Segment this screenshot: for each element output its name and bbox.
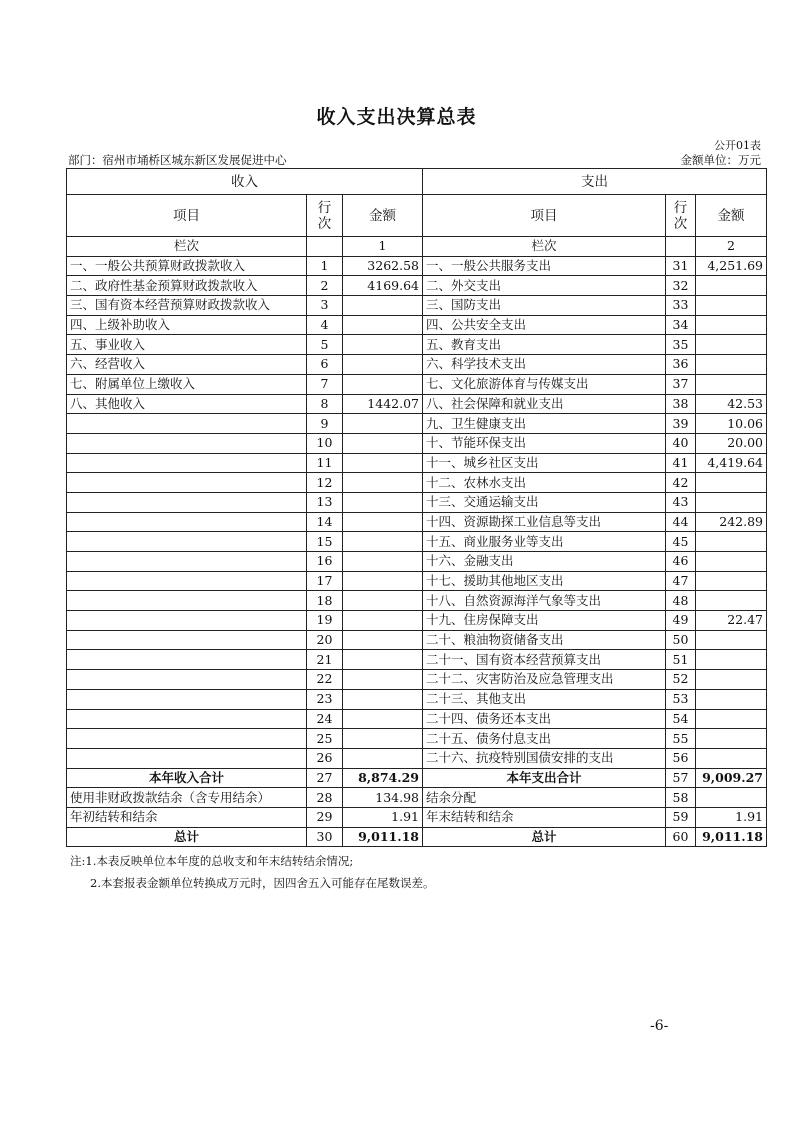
expense-amount: 20.00 bbox=[696, 433, 767, 453]
expense-item: 十三、交通运输支出 bbox=[423, 492, 666, 512]
income-amount: 4169.64 bbox=[343, 276, 423, 296]
expense-amount bbox=[696, 492, 767, 512]
table-row bbox=[67, 532, 767, 552]
income-item bbox=[67, 512, 307, 532]
expense-item: 二十四、债务还本支出 bbox=[423, 709, 666, 729]
income-row-no: 14 bbox=[307, 512, 343, 532]
expense-item: 二十、粮油物资储备支出 bbox=[423, 630, 666, 650]
table-row bbox=[67, 650, 767, 670]
income-row-no: 15 bbox=[307, 532, 343, 552]
table-row bbox=[67, 414, 767, 434]
expense-item: 六、科学技术支出 bbox=[423, 355, 666, 375]
income-row-no: 30 bbox=[307, 827, 343, 847]
expense-row-no: 51 bbox=[666, 650, 696, 670]
expense-row-no: 60 bbox=[666, 827, 696, 847]
note-1: 注:1.本表反映单位本年度的总收支和年末结转结余情况; bbox=[70, 854, 354, 868]
income-row-no: 6 bbox=[307, 355, 343, 375]
expense-amount: 42.53 bbox=[696, 394, 767, 414]
expense-row-no: 45 bbox=[666, 532, 696, 552]
income-amount bbox=[343, 630, 423, 650]
table-row bbox=[67, 433, 767, 453]
expense-item: 二十二、灾害防治及应急管理支出 bbox=[423, 670, 666, 690]
income-header: 收入 bbox=[67, 169, 423, 195]
expense-amount bbox=[696, 571, 767, 591]
expense-amount: 10.06 bbox=[696, 414, 767, 434]
summary-row bbox=[67, 827, 767, 847]
expense-amount bbox=[696, 650, 767, 670]
table-row bbox=[67, 374, 767, 394]
expense-amount bbox=[696, 709, 767, 729]
table-row bbox=[67, 611, 767, 631]
expense-amount bbox=[696, 630, 767, 650]
income-amount bbox=[343, 748, 423, 768]
income-row-no: 20 bbox=[307, 630, 343, 650]
expense-amount bbox=[696, 670, 767, 690]
expense-row-no: 33 bbox=[666, 296, 696, 316]
expense-amount: 1.91 bbox=[696, 807, 767, 827]
expense-row-no: 50 bbox=[666, 630, 696, 650]
expense-row-no: 56 bbox=[666, 748, 696, 768]
income-item: 一、一般公共预算财政拨款收入 bbox=[67, 256, 307, 276]
expense-item: 结余分配 bbox=[423, 788, 666, 808]
income-amount: 8,874.29 bbox=[343, 768, 423, 788]
summary-row bbox=[67, 788, 767, 808]
expense-item: 二、外交支出 bbox=[423, 276, 666, 296]
income-item-header: 项目 bbox=[67, 195, 307, 237]
expense-item: 十六、金融支出 bbox=[423, 552, 666, 572]
income-row-no: 9 bbox=[307, 414, 343, 434]
income-item bbox=[67, 552, 307, 572]
income-amount: 1442.07 bbox=[343, 394, 423, 414]
table-row bbox=[67, 729, 767, 749]
income-item bbox=[67, 532, 307, 552]
expense-amount bbox=[696, 315, 767, 335]
expense-amount: 4,419.64 bbox=[696, 453, 767, 473]
table-row bbox=[67, 512, 767, 532]
expense-item: 总计 bbox=[423, 827, 666, 847]
expense-amount: 9,009.27 bbox=[696, 768, 767, 788]
income-amount bbox=[343, 473, 423, 493]
income-item: 总计 bbox=[67, 827, 307, 847]
table-row bbox=[67, 296, 767, 316]
expense-column-label: 栏次 bbox=[423, 237, 666, 257]
expense-item: 二十一、国有资本经营预算支出 bbox=[423, 650, 666, 670]
income-item bbox=[67, 650, 307, 670]
table-row bbox=[67, 453, 767, 473]
income-column-no: 1 bbox=[343, 237, 423, 257]
expense-row-no: 57 bbox=[666, 768, 696, 788]
expense-item: 八、社会保障和就业支出 bbox=[423, 394, 666, 414]
table-row bbox=[67, 315, 767, 335]
expense-row-no: 53 bbox=[666, 689, 696, 709]
income-row-no: 26 bbox=[307, 748, 343, 768]
expense-row-no: 31 bbox=[666, 256, 696, 276]
expense-amount: 4,251.69 bbox=[696, 256, 767, 276]
income-amount bbox=[343, 355, 423, 375]
department-label: 部门：宿州市埇桥区城东新区发展促进中心 bbox=[68, 153, 287, 167]
income-item: 二、政府性基金预算财政拨款收入 bbox=[67, 276, 307, 296]
income-row-no: 12 bbox=[307, 473, 343, 493]
income-row-no: 16 bbox=[307, 552, 343, 572]
income-item bbox=[67, 571, 307, 591]
expense-amount: 242.89 bbox=[696, 512, 767, 532]
income-item: 使用非财政拨款结余（含专用结余） bbox=[67, 788, 307, 808]
expense-item: 二十三、其他支出 bbox=[423, 689, 666, 709]
expense-row-no: 49 bbox=[666, 611, 696, 631]
income-item bbox=[67, 492, 307, 512]
income-row-no: 7 bbox=[307, 374, 343, 394]
expense-amount bbox=[696, 748, 767, 768]
income-item bbox=[67, 414, 307, 434]
expense-amount bbox=[696, 296, 767, 316]
expense-row-no: 38 bbox=[666, 394, 696, 414]
expense-item: 本年支出合计 bbox=[423, 768, 666, 788]
page-title: 收入支出决算总表 bbox=[316, 106, 477, 128]
income-amount bbox=[343, 414, 423, 434]
expense-item: 二十六、抗疫特别国债安排的支出 bbox=[423, 748, 666, 768]
income-expense-table bbox=[66, 168, 767, 847]
expense-item: 二十五、债务付息支出 bbox=[423, 729, 666, 749]
expense-amount bbox=[696, 591, 767, 611]
income-row-no: 29 bbox=[307, 807, 343, 827]
income-amount bbox=[343, 512, 423, 532]
expense-amount bbox=[696, 552, 767, 572]
expense-row-no: 37 bbox=[666, 374, 696, 394]
income-row-no: 28 bbox=[307, 788, 343, 808]
expense-row-no: 46 bbox=[666, 552, 696, 572]
income-item bbox=[67, 630, 307, 650]
income-amount-header: 金额 bbox=[343, 195, 423, 237]
table-row bbox=[67, 355, 767, 375]
income-amount bbox=[343, 689, 423, 709]
income-amount bbox=[343, 315, 423, 335]
income-item: 六、经营收入 bbox=[67, 355, 307, 375]
empty-cell bbox=[307, 237, 343, 257]
income-amount bbox=[343, 670, 423, 690]
expense-header: 支出 bbox=[423, 169, 767, 195]
expense-item: 十五、商业服务业等支出 bbox=[423, 532, 666, 552]
income-item: 四、上级补助收入 bbox=[67, 315, 307, 335]
expense-item: 十八、自然资源海洋气象等支出 bbox=[423, 591, 666, 611]
income-row-no-header bbox=[307, 195, 343, 237]
column-header-row bbox=[67, 195, 767, 237]
table-row bbox=[67, 552, 767, 572]
expense-row-no: 36 bbox=[666, 355, 696, 375]
expense-row-no: 59 bbox=[666, 807, 696, 827]
expense-row-no: 41 bbox=[666, 453, 696, 473]
expense-amount bbox=[696, 788, 767, 808]
income-amount bbox=[343, 453, 423, 473]
income-row-no: 23 bbox=[307, 689, 343, 709]
income-row-no: 10 bbox=[307, 433, 343, 453]
income-item bbox=[67, 453, 307, 473]
expense-amount bbox=[696, 473, 767, 493]
expense-item: 九、卫生健康支出 bbox=[423, 414, 666, 434]
expense-row-no-header bbox=[666, 195, 696, 237]
income-item: 八、其他收入 bbox=[67, 394, 307, 414]
expense-amount: 22.47 bbox=[696, 611, 767, 631]
expense-item: 一、一般公共服务支出 bbox=[423, 256, 666, 276]
expense-row-no: 52 bbox=[666, 670, 696, 690]
expense-amount bbox=[696, 729, 767, 749]
income-amount: 1.91 bbox=[343, 807, 423, 827]
expense-row-no: 47 bbox=[666, 571, 696, 591]
row-no-header-text: 行次 bbox=[673, 199, 688, 232]
income-amount bbox=[343, 611, 423, 631]
income-column-label: 栏次 bbox=[67, 237, 307, 257]
expense-amount bbox=[696, 276, 767, 296]
expense-amount: 9,011.18 bbox=[696, 827, 767, 847]
income-row-no: 4 bbox=[307, 315, 343, 335]
expense-amount bbox=[696, 355, 767, 375]
expense-amount-header: 金额 bbox=[696, 195, 767, 237]
income-item: 五、事业收入 bbox=[67, 335, 307, 355]
income-item: 三、国有资本经营预算财政拨款收入 bbox=[67, 296, 307, 316]
income-item bbox=[67, 689, 307, 709]
expense-row-no: 42 bbox=[666, 473, 696, 493]
income-amount: 134.98 bbox=[343, 788, 423, 808]
income-row-no: 22 bbox=[307, 670, 343, 690]
income-item bbox=[67, 433, 307, 453]
note-2: 2.本套报表金额单位转换成万元时，因四舍五入可能存在尾数误差。 bbox=[90, 876, 435, 890]
income-amount bbox=[343, 552, 423, 572]
income-item bbox=[67, 748, 307, 768]
expense-item: 十四、资源勘探工业信息等支出 bbox=[423, 512, 666, 532]
table-row bbox=[67, 709, 767, 729]
expense-row-no: 55 bbox=[666, 729, 696, 749]
column-label-row bbox=[67, 237, 767, 257]
expense-item: 十七、援助其他地区支出 bbox=[423, 571, 666, 591]
income-amount: 3262.58 bbox=[343, 256, 423, 276]
income-row-no: 2 bbox=[307, 276, 343, 296]
income-row-no: 17 bbox=[307, 571, 343, 591]
income-amount bbox=[343, 571, 423, 591]
expense-item: 十九、住房保障支出 bbox=[423, 611, 666, 631]
expense-item: 四、公共安全支出 bbox=[423, 315, 666, 335]
table-row bbox=[67, 571, 767, 591]
table-row bbox=[67, 630, 767, 650]
income-row-no: 11 bbox=[307, 453, 343, 473]
table-row bbox=[67, 492, 767, 512]
amount-unit-label: 金额单位：万元 bbox=[680, 153, 761, 167]
form-number: 公开01表 bbox=[714, 139, 761, 152]
income-row-no: 25 bbox=[307, 729, 343, 749]
expense-column-no: 2 bbox=[696, 237, 767, 257]
expense-row-no: 35 bbox=[666, 335, 696, 355]
expense-amount bbox=[696, 335, 767, 355]
income-amount bbox=[343, 532, 423, 552]
expense-item: 十一、城乡社区支出 bbox=[423, 453, 666, 473]
expense-item: 十、节能环保支出 bbox=[423, 433, 666, 453]
income-amount bbox=[343, 492, 423, 512]
income-amount bbox=[343, 591, 423, 611]
expense-row-no: 44 bbox=[666, 512, 696, 532]
expense-row-no: 43 bbox=[666, 492, 696, 512]
income-item: 七、附属单位上缴收入 bbox=[67, 374, 307, 394]
expense-row-no: 54 bbox=[666, 709, 696, 729]
income-item: 年初结转和结余 bbox=[67, 807, 307, 827]
income-amount bbox=[343, 729, 423, 749]
expense-row-no: 34 bbox=[666, 315, 696, 335]
table-row bbox=[67, 256, 767, 276]
income-amount bbox=[343, 650, 423, 670]
expense-row-no: 58 bbox=[666, 788, 696, 808]
income-item bbox=[67, 473, 307, 493]
table-row bbox=[67, 473, 767, 493]
expense-item-header: 项目 bbox=[423, 195, 666, 237]
table-row bbox=[67, 689, 767, 709]
empty-cell bbox=[666, 237, 696, 257]
income-item bbox=[67, 591, 307, 611]
expense-item: 十二、农林水支出 bbox=[423, 473, 666, 493]
income-amount bbox=[343, 296, 423, 316]
income-amount bbox=[343, 335, 423, 355]
section-header-row bbox=[67, 169, 767, 195]
expense-item: 年末结转和结余 bbox=[423, 807, 666, 827]
income-row-no: 5 bbox=[307, 335, 343, 355]
table-row bbox=[67, 670, 767, 690]
table-row bbox=[67, 748, 767, 768]
income-amount bbox=[343, 433, 423, 453]
notes bbox=[70, 850, 434, 894]
expense-row-no: 40 bbox=[666, 433, 696, 453]
expense-item: 三、国防支出 bbox=[423, 296, 666, 316]
income-item: 本年收入合计 bbox=[67, 768, 307, 788]
income-row-no: 24 bbox=[307, 709, 343, 729]
income-row-no: 3 bbox=[307, 296, 343, 316]
income-row-no: 8 bbox=[307, 394, 343, 414]
expense-item: 七、文化旅游体育与传媒支出 bbox=[423, 374, 666, 394]
table-row bbox=[67, 276, 767, 296]
income-item bbox=[67, 729, 307, 749]
income-item bbox=[67, 670, 307, 690]
expense-amount bbox=[696, 374, 767, 394]
expense-item: 五、教育支出 bbox=[423, 335, 666, 355]
table-row bbox=[67, 591, 767, 611]
summary-row bbox=[67, 768, 767, 788]
income-amount bbox=[343, 709, 423, 729]
income-row-no: 18 bbox=[307, 591, 343, 611]
income-item bbox=[67, 611, 307, 631]
expense-row-no: 48 bbox=[666, 591, 696, 611]
income-amount bbox=[343, 374, 423, 394]
income-row-no: 21 bbox=[307, 650, 343, 670]
income-amount: 9,011.18 bbox=[343, 827, 423, 847]
income-row-no: 19 bbox=[307, 611, 343, 631]
table-row bbox=[67, 335, 767, 355]
summary-row bbox=[67, 807, 767, 827]
income-row-no: 1 bbox=[307, 256, 343, 276]
expense-row-no: 32 bbox=[666, 276, 696, 296]
expense-row-no: 39 bbox=[666, 414, 696, 434]
expense-amount bbox=[696, 532, 767, 552]
row-no-header-text: 行次 bbox=[317, 199, 332, 232]
income-row-no: 13 bbox=[307, 492, 343, 512]
page-number: -6- bbox=[650, 1018, 669, 1034]
income-item bbox=[67, 709, 307, 729]
income-row-no: 27 bbox=[307, 768, 343, 788]
expense-amount bbox=[696, 689, 767, 709]
table-row bbox=[67, 394, 767, 414]
